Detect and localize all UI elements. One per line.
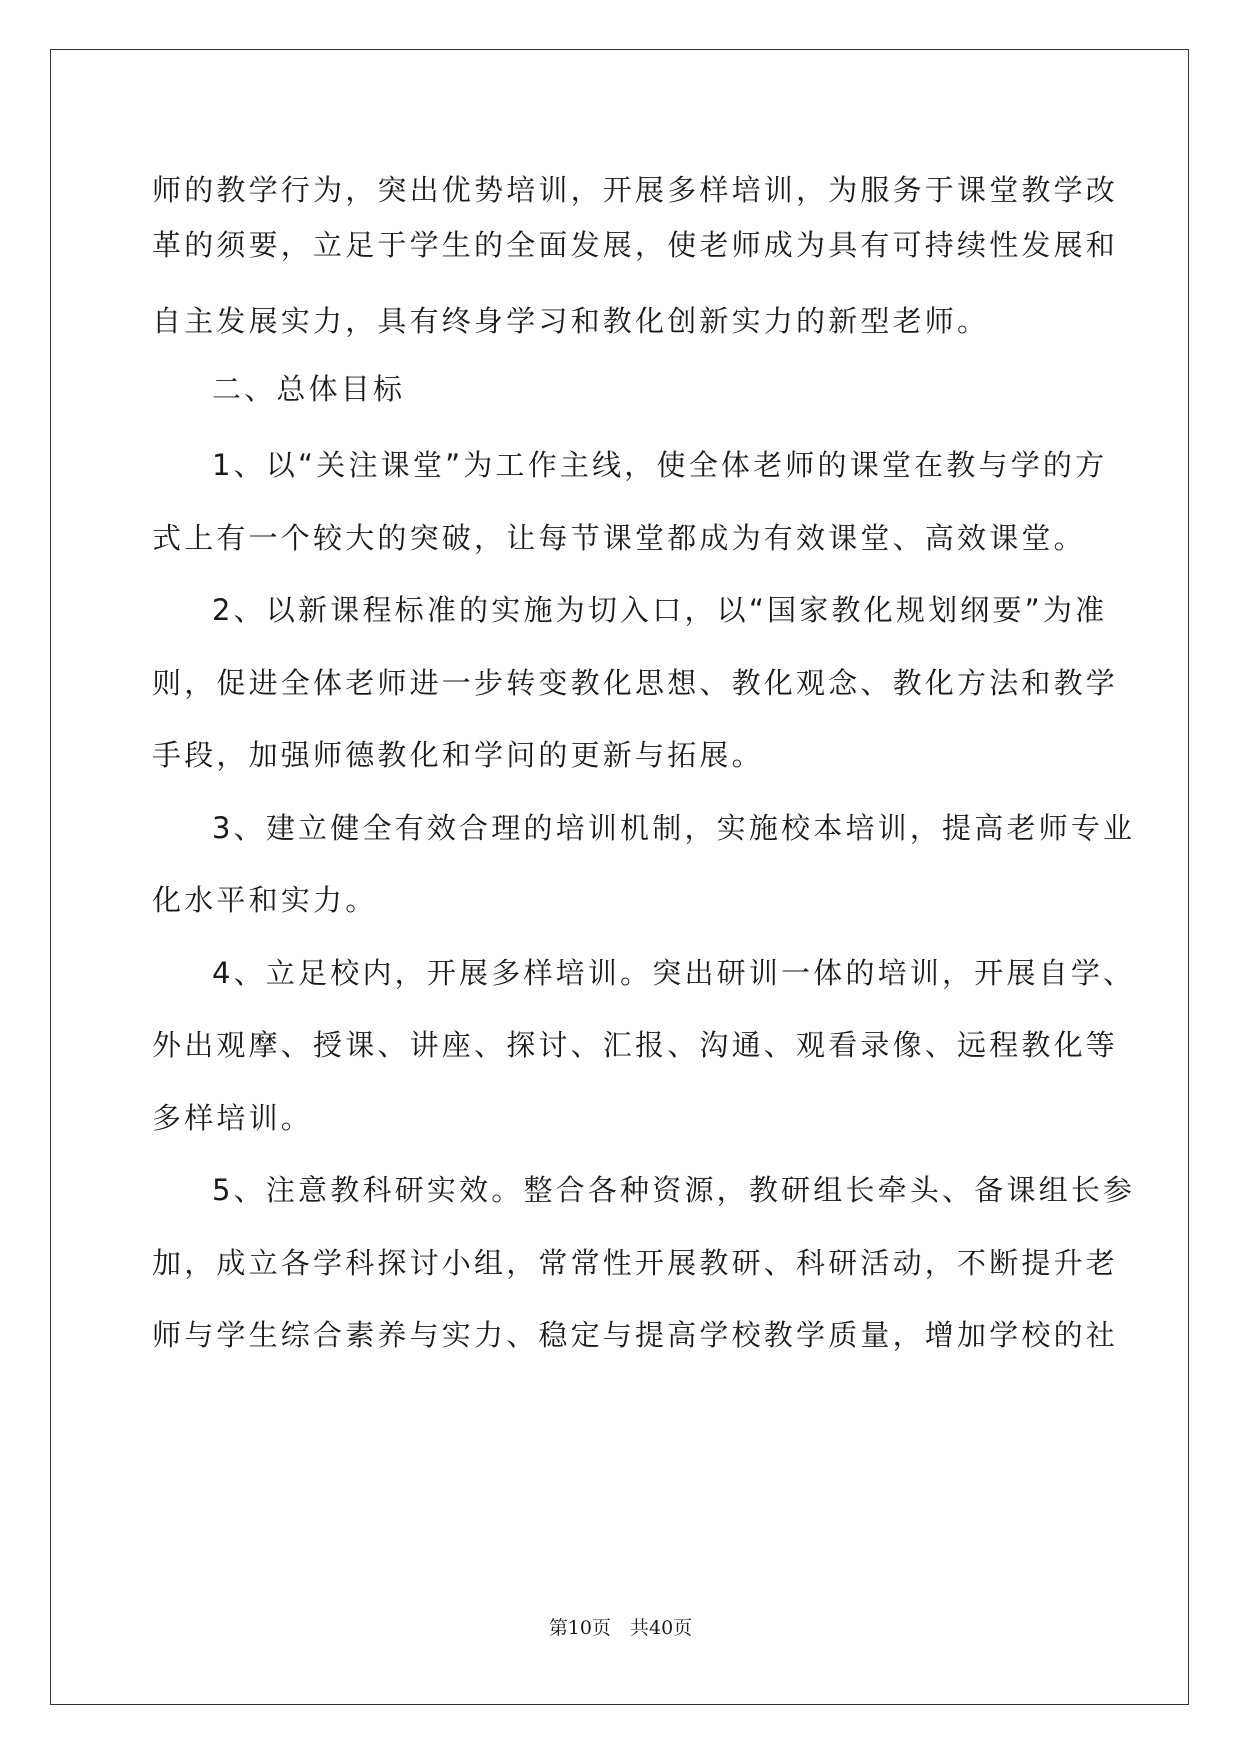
text-line: 手段，加强师德教化和学问的更新与拓展。 (152, 738, 764, 772)
text-line: 师的教学行为，突出优势培训，开展多样培训，为服务于课堂教学改 (152, 173, 1119, 207)
text-line: 师与学生综合素养与实力、稳定与提高学校教学质量，增加学校的社 (152, 1318, 1119, 1352)
text-line: 自主发展实力，具有终身学习和教化创新实力的新型老师。 (152, 304, 990, 338)
text-line: 外出观摩、授课、讲座、探讨、汇报、沟通、观看录像、远程教化等 (152, 1028, 1119, 1062)
text-line: 1、以“关注课堂”为工作主线，使全体老师的课堂在教与学的方 (212, 448, 1108, 482)
text-line: 化水平和实力。 (152, 883, 378, 917)
page-border (50, 49, 1189, 1705)
text-line: 2、以新课程标准的实施为切入口，以“国家教化规划纲要”为准 (212, 593, 1108, 627)
text-line: 则，促进全体老师进一步转变教化思想、教化观念、教化方法和教学 (152, 666, 1119, 700)
section-heading: 二、总体目标 (212, 372, 406, 406)
text-line: 多样培训。 (152, 1101, 314, 1135)
text-line: 5、注意教科研实效。整合各种资源，教研组长牵头、备课组长参 (212, 1173, 1136, 1207)
text-line: 革的须要，立足于学生的全面发展，使老师成为具有可持续性发展和 (152, 228, 1119, 262)
text-line: 3、建立健全有效合理的培训机制，实施校本培训，提高老师专业 (212, 811, 1136, 845)
page-number: 第10页 共40页 (548, 1617, 693, 1639)
text-line: 加，成立各学科探讨小组，常常性开展教研、科研活动，不断提升老 (152, 1246, 1119, 1280)
text-line: 4、立足校内，开展多样培训。突出研训一体的培训，开展自学、 (212, 956, 1136, 990)
text-line: 式上有一个较大的突破，让每节课堂都成为有效课堂、高效课堂。 (152, 521, 1086, 555)
